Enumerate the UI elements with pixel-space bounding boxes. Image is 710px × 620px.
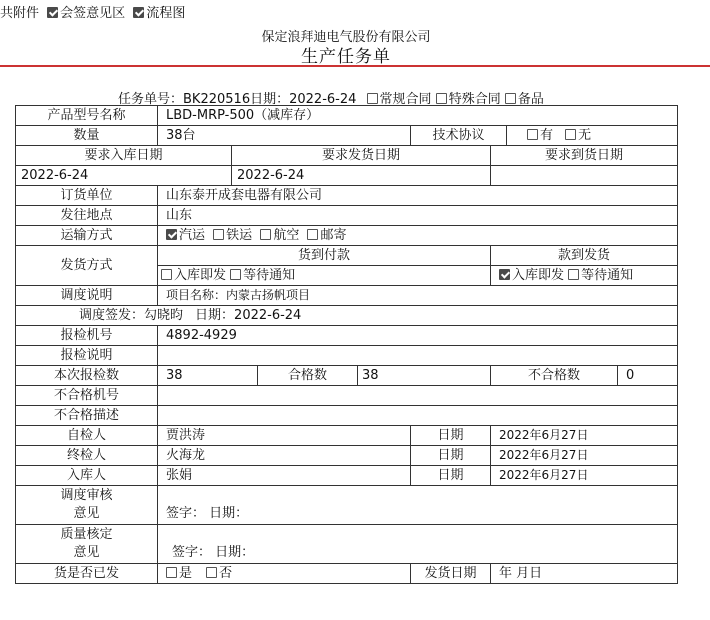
tech-yes-label: 有 [540,128,554,143]
tech-agreement-label: 技术协议 [411,126,507,146]
self-check-date: 2022年6月27日 [491,426,678,446]
ship-date2-value: 年 月日 [491,564,678,584]
pbd-immediate-checkbox[interactable] [499,269,510,280]
arrive-date-label: 要求到货日期 [491,146,678,166]
order-date: 2022-6-24 [289,92,357,107]
quality-review-sign: 签字： 日期： [158,525,678,564]
store-label: 入库人 [16,466,158,486]
quality-review-label-line1: 质量核定 [60,527,113,542]
buyer-value: 山东泰开成套电器有限公司 [158,186,678,206]
fail-desc-label: 不合格描述 [16,406,158,426]
transport-label: 运输方式 [16,226,158,246]
ship-mode-label: 发货方式 [16,246,158,286]
spare-parts-label: 备品 [517,92,544,107]
dispatch-review-label-line1: 调度审核 [60,488,113,503]
attachments-option[interactable] [0,6,39,21]
tech-agreement-options [507,126,678,146]
pass-label: 合格数 [258,366,358,386]
rail-label: 铁运 [226,228,253,243]
mail-checkbox[interactable] [307,229,318,240]
quality-review-label-line2: 意见 [73,545,100,560]
truck-checkbox[interactable] [166,229,177,240]
cod-immediate-checkbox[interactable] [161,269,172,280]
self-check-date-label: 日期 [411,426,491,446]
buyer-label: 订货单位 [16,186,158,206]
fail-no-value [158,386,678,406]
special-contract-label: 特殊合同 [448,92,501,107]
dispatch-date-label: 日期： [195,308,235,323]
self-check-label: 自检人 [16,426,158,446]
final-check-date-label: 日期 [411,446,491,466]
pass-value: 38 [358,366,491,386]
countersign-option[interactable] [47,6,125,21]
inspect-no-label: 报检机号 [16,326,158,346]
dispatch-review-label [16,486,158,525]
dispatch-review-label-line2: 意见 [73,506,100,521]
flowchart-label: 流程图 [146,6,186,21]
qty-label: 数量 [16,126,158,146]
ship-date-label: 要求发货日期 [232,146,491,166]
pbd-label: 款到发货 [491,246,678,266]
ship-yes-checkbox[interactable] [166,567,177,578]
dispatch-signer: 勾晓昀 [144,308,184,323]
header-divider [0,65,710,67]
order-no: BK220516 [183,92,251,107]
cod-options [158,266,491,286]
pbd-immediate-label: 入库即发 [512,268,565,283]
transport-options [158,226,678,246]
final-check-name: 火海龙 [158,446,411,466]
inspect-note-label: 报检说明 [16,346,158,366]
order-date-label: 日期： [250,92,290,107]
quality-review-label [16,525,158,564]
dispatch-review-sign: 签字： 日期： [158,486,678,525]
self-check-name: 贾洪涛 [158,426,411,446]
store-date: 2022年6月27日 [491,466,678,486]
in-date-label: 要求入库日期 [16,146,232,166]
dispatch-date: 2022-6-24 [234,308,302,323]
truck-label: 汽运 [179,228,206,243]
air-checkbox[interactable] [260,229,271,240]
ship-no-label: 否 [219,566,233,581]
regular-contract-label: 常规合同 [379,92,432,107]
inspect-count-label: 本次报检数 [16,366,158,386]
cod-immediate-label: 入库即发 [174,268,227,283]
regular-contract-checkbox[interactable] [367,93,378,104]
flowchart-checkbox[interactable] [133,7,144,18]
final-check-label: 终检人 [16,446,158,466]
flowchart-option[interactable] [133,6,185,21]
inspect-note-value [158,346,678,366]
spare-parts-checkbox[interactable] [505,93,516,104]
ship-ok-options [158,564,411,584]
inspect-no-value: 4892-4929 [158,326,678,346]
store-date-label: 日期 [411,466,491,486]
dest-label: 发往地点 [16,206,158,226]
mail-label: 邮寄 [320,228,347,243]
pbd-wait-label: 等待通知 [581,268,634,283]
ship-no-checkbox[interactable] [206,567,217,578]
dispatch-sign-label: 调度签发： [79,308,145,323]
pbd-options [491,266,678,286]
pbd-wait-checkbox[interactable] [568,269,579,280]
page-title: 生产任务单 [301,47,391,67]
countersign-label: 会签意见区 [60,6,126,21]
model-value: LBD-MRP-500（减库存） [158,106,678,126]
ship-date-value: 2022-6-24 [232,166,491,186]
tech-no-checkbox[interactable] [565,129,576,140]
cod-label: 货到付款 [158,246,491,266]
tech-no-label: 无 [578,128,592,143]
arrive-date-value [491,166,678,186]
task-form-table [15,105,678,584]
in-date-value: 2022-6-24 [16,166,232,186]
final-check-date: 2022年6月27日 [491,446,678,466]
dest-value: 山东 [158,206,678,226]
countersign-checkbox[interactable] [47,7,58,18]
tech-yes-checkbox[interactable] [527,129,538,140]
ship-yes-label: 是 [179,566,193,581]
attachments-label: 共附件 [0,6,40,21]
inspect-count-value: 38 [158,366,258,386]
air-label: 航空 [273,228,300,243]
dispatch-note-value: 项目名称：内蒙古扬帆项目 [158,286,678,306]
ship-date2-label: 发货日期 [411,564,491,584]
dispatch-sign-row [16,306,678,326]
fail-no-label: 不合格机号 [16,386,158,406]
order-no-label: 任务单号： [118,92,184,107]
store-name: 张娟 [158,466,411,486]
special-contract-checkbox[interactable] [436,93,447,104]
model-label: 产品型号名称 [16,106,158,126]
company-name: 保定浪拜迪电气股份有限公司 [261,30,431,45]
ship-ok-label: 货是否已发 [16,564,158,584]
fail-label: 不合格数 [491,366,618,386]
cod-wait-label: 等待通知 [243,268,296,283]
cod-wait-checkbox[interactable] [230,269,241,280]
fail-value: 0 [618,366,678,386]
qty-value: 38台 [158,126,411,146]
rail-checkbox[interactable] [213,229,224,240]
dispatch-note-label: 调度说明 [16,286,158,306]
top-options-bar [0,2,189,21]
fail-desc-value [158,406,678,426]
